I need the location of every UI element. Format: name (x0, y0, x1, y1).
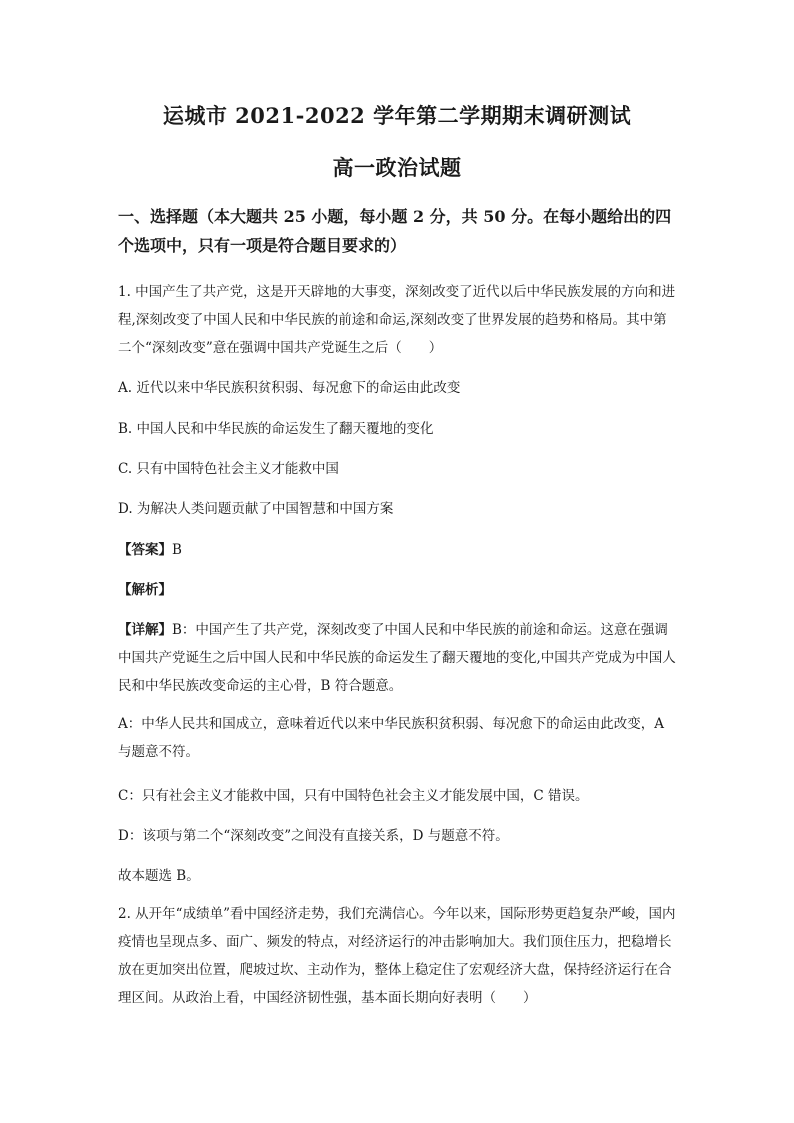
q1-option-b: B. 中国人民和中华民族的命运发生了翻天覆地的变化 (118, 421, 434, 437)
q1-explain-a: A：中华人民共和国成立，意味着近代以来中华民族积贫积弱、每况愈下的命运由此改变，A 与题意不符。 (118, 716, 664, 760)
question-2-stem: 2. 从开年“成绩单”看中国经济走势，我们充满信心。今年以来，国际形势更趋复杂严峻，国内疫情也呈现点多、面广、频发的特点，对经济运行的冲击影响加大。我们顶住压力，把稳增长放在更加突出位置，爬坡过坎、主动作为，整体上稳定住了宏观经济大盘，保持经济运行在合理区间。从政治上看，中国经济韧性强，基本面长期向好表明（ ） (118, 906, 676, 1006)
q1-option-a: A. 近代以来中华民族积贫积弱、每况愈下的命运由此改变 (118, 380, 461, 396)
exam-subtitle: 高一政治试题 (332, 155, 462, 180)
section-heading: 一、选择题（本大题共 25 小题，每小题 2 分，共 50 分。在每小题给出的四个选项中，只有一项是符合题目要求的） (118, 207, 672, 255)
detail-label: 【详解】 (118, 622, 172, 638)
answer-label: 【答案】 (118, 542, 172, 558)
q1-option-d: D. 为解决人类问题贡献了中国智慧和中国方案 (118, 501, 394, 517)
q1-conclusion: 故本题选 B。 (118, 868, 200, 884)
exam-title: 运城市 2021-2022 学年第二学期期末调研测试 (162, 103, 632, 128)
q1-explain-d: D：该项与第二个“深刻改变”之间没有直接关系，D 与题意不符。 (118, 828, 509, 844)
detail-text: B：中国产生了共产党，深刻改变了中国人民和中华民族的前途和命运。这意在强调中国共产党诞生之后中国人民和中华民族的命运发生了翻天覆地的变化,中国共产党成为中国人民和中华民族改变命运的主心骨，B 符合题意。 (118, 622, 676, 694)
q1-explain-c: C：只有社会主义才能救中国，只有中国特色社会主义才能发展中国，C 错误。 (118, 788, 589, 804)
q1-analysis-label: 【解析】 (118, 582, 172, 598)
q1-detail (118, 616, 680, 700)
q1-answer (118, 538, 182, 558)
q1-option-c: C. 只有中国特色社会主义才能救中国 (118, 461, 339, 477)
answer-value: B (172, 542, 182, 558)
question-1-stem: 1. 中国产生了共产党，这是开天辟地的大事变，深刻改变了近代以后中华民族发展的方向和进程,深刻改变了中国人民和中华民族的前途和命运,深刻改变了世界发展的趋势和格局。其中第二个“深刻改变”意在强调中国共产党诞生之后（ ） (118, 284, 676, 356)
